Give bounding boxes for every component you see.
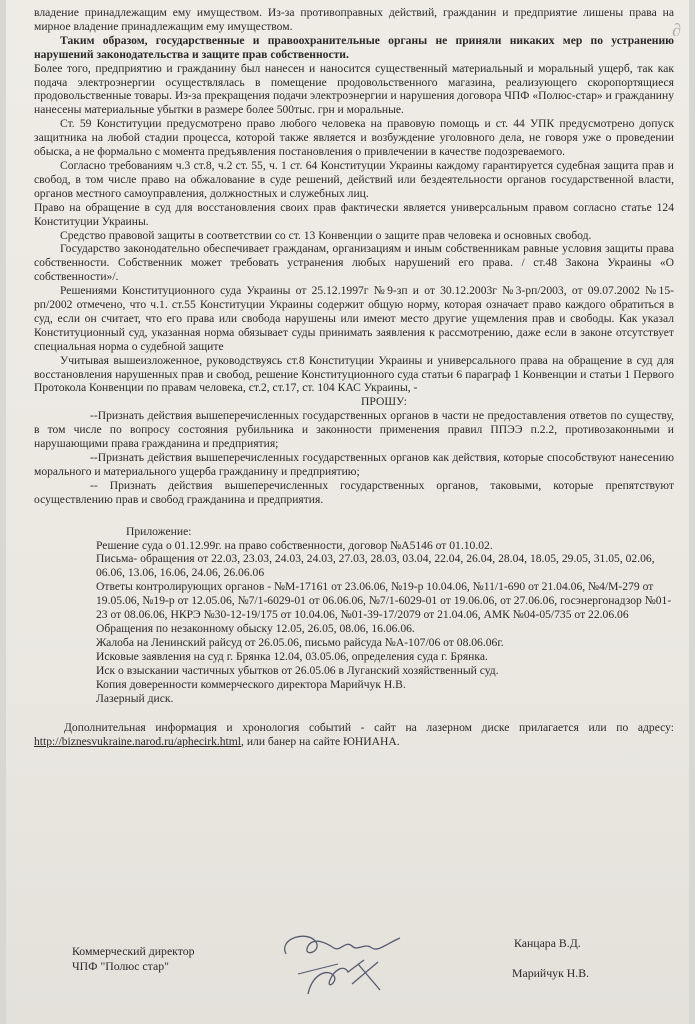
attachment-item-7: Иск о взыскании частичных убытков от 26.05.06 в Луганский хозяйственный суд. xyxy=(96,663,499,677)
paragraphs xyxy=(34,6,674,395)
paragraph-5: Согласно требованиям ч.3 ст.8, ч.2 ст. 55, ч. 1 ст. 64 Конституции Украины каждому гарантируется судебная защита прав и свобод, в том числе право на обжалование в суде решений, действий или бездеятельности органов государственной власти, органов местного самоуправления, должностных и служебных лиц. xyxy=(34,158,674,200)
request-item-3: -- Признать действия вышеперечисленных государственных органов, таковыми, которые препятствуют осуществлению прав и свобод гражданина и предприятия. xyxy=(34,478,674,506)
paragraph-9: Решениями Конституционного суда Украины от 25.12.1997г №9-зп и от 30.12.2003г №3-рп/2003, от 09.07.2002 №15-рп/2002 отмечено, что ч.1. ст.55 Конституции Украины содержит общую норму, которая означает право каждого обратиться в суд, если он считает, что его права или свобода нарушены или имеют место другие ущемления прав и свободы. Как указал Конституционный суд, указанная норма обязывает суды принимать заявления к рассмотрению, даже если в законе отсутствует специальная норма о судебной защите xyxy=(34,284,674,353)
attachment-item-5: Жалоба на Ленинский райсуд от 26.05.06, письмо райсуда №А-107/06 от 08.06.06г. xyxy=(96,635,504,649)
attachments-list xyxy=(34,539,674,706)
prosu-heading: ПРОШУ: xyxy=(360,395,408,409)
position-line-1: Коммерческий директор xyxy=(72,944,195,958)
attachment-item-9: Лазерный диск. xyxy=(96,691,174,705)
document-body xyxy=(34,6,674,749)
handwritten-signature-icon xyxy=(268,924,418,1004)
website-link[interactable]: http://biznesvukraine.narod.ru/aphecirk.html xyxy=(34,735,242,749)
requests-list xyxy=(34,409,674,506)
paragraph-7: Средство правовой защиты в соответствии со ст. 13 Конвенции о защите прав человека и основных свобод. xyxy=(60,228,592,242)
attachment-item-1: Решение суда о 01.12.99г. на право собственности, договор №А5146 от 01.10.02. xyxy=(96,538,493,552)
request-item-2: --Признать действия вышеперечисленных государственных органов как действия, которые способствуют нанесению морального и материального ущерба гражданину и предприятию; xyxy=(34,451,674,478)
request-item-1: --Признать действия вышеперечисленных государственных органов в части не предоставления ответов по существу, в том числе по вопросу состояния рубильника и законности применения правил ППЭЭ п.2.2, противозаконными и нарушающими права гражданина и предприятия; xyxy=(34,409,674,451)
additional-info-suffix: , или банер на сайте ЮНИАНА. xyxy=(241,735,400,749)
paragraph-4: Ст. 59 Конституции предусмотрено право любого человека на правовую помощь и ст. 44 УПК предусмотрено допуск защитника на любой стадии процесса, которой также является и возбуждение уголовного дела, не говоря уже о проведении обыска, а не формально с момента предъявления постановления о привлечении в качестве подозреваемого. xyxy=(34,117,674,159)
signatory-name-1: Канцара В.Д. xyxy=(514,936,581,950)
signatory-name-2: Марийчук Н.В. xyxy=(512,966,590,980)
paragraph-1: владение принадлежащим ему имуществом. Из-за противоправных действий, гражданин и предприятие лишены права на мирное владение принадлежащим ему имуществом. xyxy=(34,6,674,33)
paragraph-3: Более того, предприятию и гражданину был нанесен и наносится существенный материальный и моральный ущерб, так как подача электроэнергии осуществлялась в помещение продовольственного магазина, реализующего скоропортящиеся продовольственные товары. Из-за прекращения подачи электроэнергии и нарушения договора ЧПФ «Полюс-стар» и гражданину нанесены материальные убытки в размере более 500тыс. грн и моральные. xyxy=(34,61,674,117)
paragraph-10: Учитывая вышеизложенное, руководствуясь ст.8 Конституции Украины и универсального права на обращение в суд для восстановления нарушенных прав и свобод, решение Конституционного суда статьи 6 параграф 1 Конвенции и статьи 1 Первого Протокола Конвенции по правам человека, ст.2, ст.17, ст. 104 КАС Украины, - xyxy=(34,353,674,395)
attachment-item-4: Обращения по незаконному обыску 12.05, 26.05, 08.06, 16.06.06. xyxy=(96,621,415,635)
attachment-item-6: Исковые заявления на суд г. Брянка 12.04, 03.05.06, определения суда г. Брянка. xyxy=(96,649,488,663)
additional-info xyxy=(34,721,674,749)
paragraph-8: Государство законодательно обеспечивает гражданам, организациям и иным собственникам равные условия защиты права собственности. Собственник может требовать устранения любых нарушений его права. / ст.48 Закона Украины «О собственности»/. xyxy=(34,242,674,284)
attachment-item-3: Ответы контролирующих органов - №М-17161 от 23.06.06, №19-р 10.04.06, №11/1-690 от 21.04.06, №4/М-279 от 19.05.06, №19-р от 12.05.06, №7/1-6029-01 от 06.06.06, №7/1-6029-01 от 19.06.06, от 27.06.06, госэнергонадзор №01-23 от 08.06.06, НКРЭ №30-12-19/175 от 10.04.06, №01-39-17/2079 от 21.04.06, АМК №04-05/735 от 22.06.06 xyxy=(96,580,672,622)
attachment-item-2: Письма- обращения от 22.03, 23.03, 24.03, 24.03, 27.03, 28.03, 03.04, 22.04, 26.04, 28.04, 18.05, 29.05, 31.05, 02.06, 06.06, 13.06, 16.06, 24.06, 26.06.06 xyxy=(96,552,655,580)
signature-block xyxy=(6,936,689,1016)
page-corner-mark: ∂ xyxy=(672,20,681,40)
attachment-item-8: Копия доверенности коммерческого директора Марийчук Н.В. xyxy=(96,677,406,691)
document-page xyxy=(6,0,689,1024)
paragraph-6: Право на обращение в суд для восстановления своих прав фактически является универсальным правом согласно статье 124 Конституции Украины. xyxy=(34,200,674,228)
additional-info-text: Дополнительная информация и хронология событий - сайт на лазерном диске прилагается или по адресу: xyxy=(64,721,674,735)
attachment-title: Приложение: xyxy=(126,524,192,538)
position-line-2: ЧПФ "Полюс стар" xyxy=(72,959,169,973)
signatory-position xyxy=(72,944,195,974)
paragraph-2: Таким образом, государственные и правоохранительные органы не приняли никаких мер по устранению нарушений законодательства и защите прав собственности. xyxy=(34,33,674,61)
